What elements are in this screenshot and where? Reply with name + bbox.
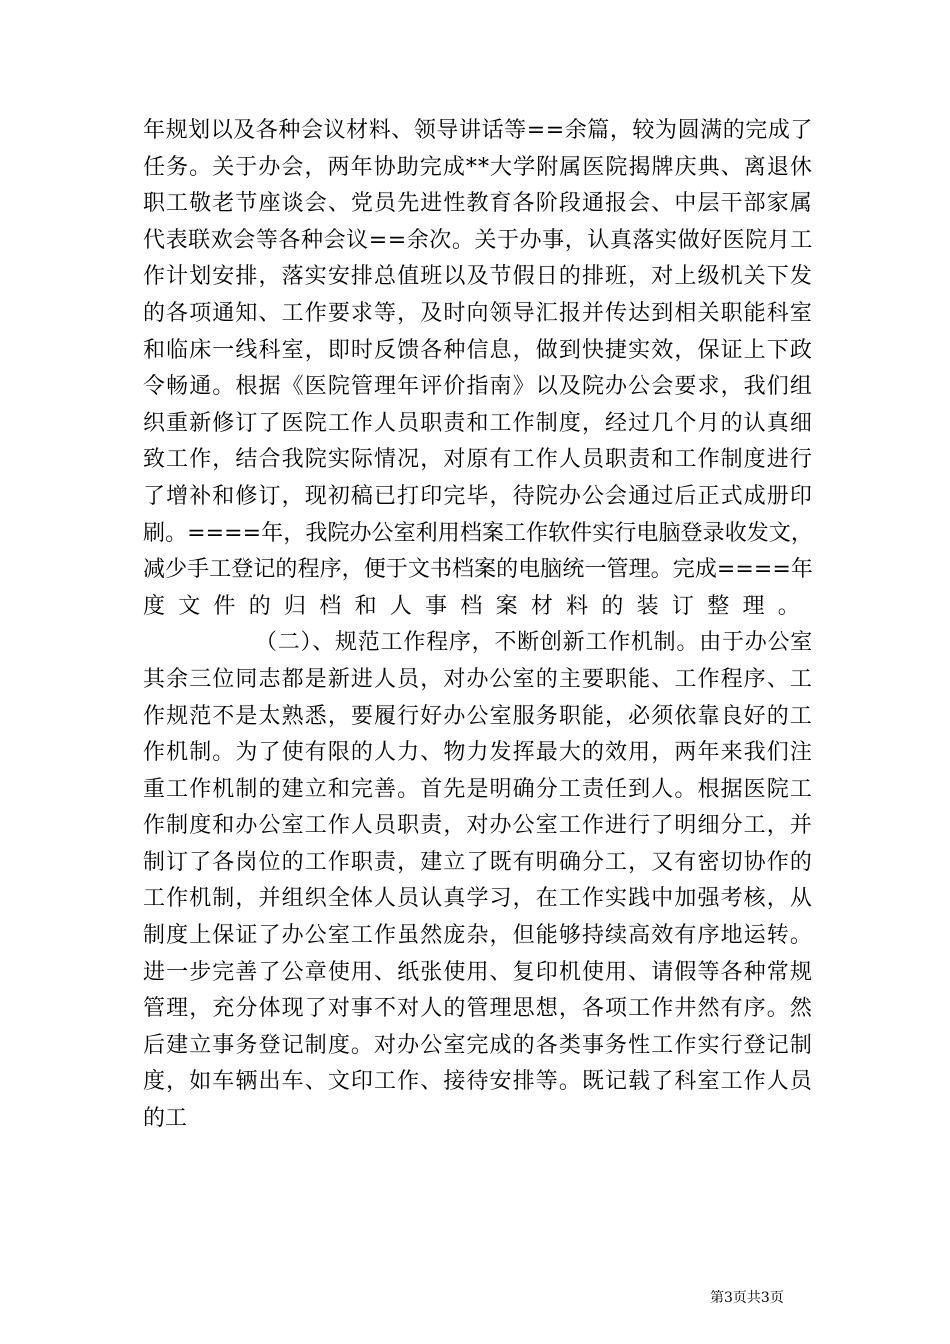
text-line: 管理，充分体现了对事不对人的管理思想，各项工作井然有序。然 xyxy=(143,996,813,1022)
text-line: 制度上保证了办公室工作虽然庞杂，但能够持续高效有序地运转。 xyxy=(143,923,813,949)
text-line: 的各项通知、工作要求等，及时向领导汇报并传达到相关职能科室 xyxy=(143,300,813,326)
text-line: 职工敬老节座谈会、党员先进性教育各阶段通报会、中层干部家属 xyxy=(143,191,813,217)
body-text xyxy=(143,113,813,1138)
text-line: 了增补和修订，现初稿已打印完毕，待院办公会通过后正式成册印 xyxy=(143,483,813,509)
text-line: 作计划安排，落实安排总值班以及节假日的排班，对上级机关下发 xyxy=(143,264,813,290)
text-line: 代表联欢会等各种会议==余次。关于办事，认真落实做好医院月工 xyxy=(143,227,813,253)
text-line: 作规范不是太熟悉，要履行好办公室服务职能，必须依靠良好的工 xyxy=(143,703,813,729)
text-line: 度文件的归档和人事档案材料的装订整理。 xyxy=(143,593,813,619)
text-line: 致工作，结合我院实际情况，对原有工作人员职责和工作制度进行 xyxy=(143,447,813,473)
text-line: 年规划以及各种会议材料、领导讲话等==余篇，较为圆满的完成了 xyxy=(143,118,813,143)
text-line: 作机制。为了使有限的人力、物力发挥最大的效用，两年来我们注 xyxy=(143,740,813,766)
text-line: （二）、规范工作程序，不断创新工作机制。由于办公室 xyxy=(255,630,813,656)
text-line: 工作机制，并组织全体人员认真学习，在工作实践中加强考核，从 xyxy=(143,886,813,912)
text-line: 和临床一线科室，即时反馈各种信息，做到快捷实效，保证上下政 xyxy=(143,337,813,363)
text-line: 制订了各岗位的工作职责，建立了既有明确分工，又有密切协作的 xyxy=(143,849,813,875)
text-line: 刷。====年，我院办公室利用档案工作软件实行电脑登录收发文， xyxy=(143,520,813,546)
text-line: 减少手工登记的程序，便于文书档案的电脑统一管理。完成====年 xyxy=(143,557,813,583)
text-line: 作制度和办公室工作人员职责，对办公室工作进行了明细分工，并 xyxy=(143,813,813,839)
text-line: 任务。关于办会，两年协助完成**大学附属医院揭牌庆典、离退休 xyxy=(143,154,813,180)
text-line: 度，如车辆出车、文印工作、接待安排等。既记载了科室工作人员 xyxy=(143,1069,813,1095)
text-line: 其余三位同志都是新进人员，对办公室的主要职能、工作程序、工 xyxy=(143,666,813,692)
text-line: 的工 xyxy=(143,1106,188,1132)
text-line: 织重新修订了医院工作人员职责和工作制度，经过几个月的认真细 xyxy=(143,410,813,436)
page-footer: 第3页共3页 xyxy=(710,1290,784,1306)
text-line: 令畅通。根据《医院管理年评价指南》以及院办公会要求，我们组 xyxy=(143,374,813,400)
text-line: 重工作机制的建立和完善。首先是明确分工责任到人。根据医院工 xyxy=(143,776,813,802)
text-line: 进一步完善了公章使用、纸张使用、复印机使用、请假等各种常规 xyxy=(143,959,813,985)
text-line: 后建立事务登记制度。对办公室完成的各类事务性工作实行登记制 xyxy=(143,1032,813,1058)
